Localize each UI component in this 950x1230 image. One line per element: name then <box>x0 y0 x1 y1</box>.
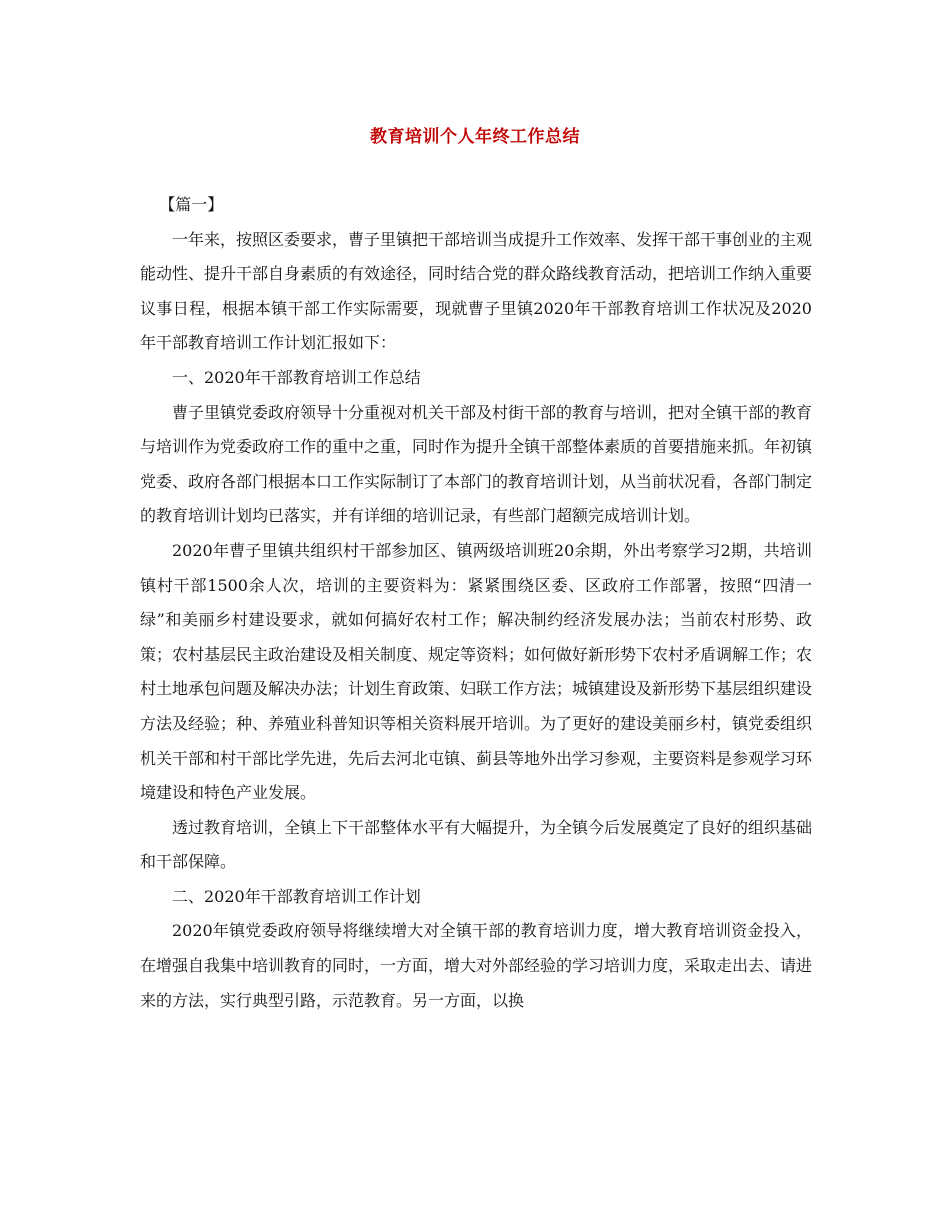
paragraph: 曹子里镇党委政府领导十分重视对机关干部及村街干部的教育与培训，把对全镇干部的教育与培训作为党委政府工作的重中之重，同时作为提升全镇干部整体素质的首要措施来抓。年初镇党委、政府各部门根据本口工作实际制订了本部门的教育培训计划，从当前状况看，各部门制定的教育培训计划均已落实，并有详细的培训记录，有些部门超额完成培训计划。 <box>140 402 813 526</box>
document-body <box>140 188 812 1018</box>
section-label: 【篇一】 <box>159 195 224 214</box>
section-heading: 一、2020年干部教育培训工作总结 <box>172 367 421 387</box>
paragraph: 一年来，按照区委要求，曹子里镇把干部培训当成提升工作效率、发挥干部干事创业的主观能动性、提升干部自身素质的有效途径，同时结合党的群众路线教育活动，把培训工作纳入重要议事日程，根据本镇干部工作实际需要，现就曹子里镇2020年干部教育培训工作状况及2020年干部教育培训工作计划汇报如下： <box>140 229 813 353</box>
paragraph: 2020年曹子里镇共组织村干部参加区、镇两级培训班20余期，外出考察学习2期，共培训镇村干部1500余人次，培训的主要资料为：紧紧围绕区委、区政府工作部署，按照“四清一绿”和美丽乡村建设要求，就如何搞好农村工作；解决制约经济发展办法；当前农村形势、政策；农村基层民主政治建设及相关制度、规定等资料；如何做好新形势下农村矛盾调解工作；农村土地承包问题及解决办法；计划生育政策、妇联工作方法；城镇建设及新形势下基层组织建设方法及经验；种、养殖业科普知识等相关资料展开培训。为了更好的建设美丽乡村，镇党委组织机关干部和村干部比学先进，先后去河北屯镇、蓟县等地外出学习参观，主要资料是参观学习环境建设和特色产业发展。 <box>140 540 813 803</box>
section-heading: 二、2020年干部教育培训工作计划 <box>172 886 421 906</box>
document-title: 教育培训个人年终工作总结 <box>370 127 580 147</box>
paragraph: 透过教育培训，全镇上下干部整体水平有大幅提升，为全镇今后发展奠定了良好的组织基础和干部保障。 <box>140 817 813 872</box>
paragraph: 2020年镇党委政府领导将继续增大对全镇干部的教育培训力度，增大教育培训资金投入，在增强自我集中培训教育的同时，一方面，增大对外部经验的学习培训力度，采取走出去、请进来的方法，实行典型引路，示范教育。另一方面，以换 <box>140 921 813 1010</box>
